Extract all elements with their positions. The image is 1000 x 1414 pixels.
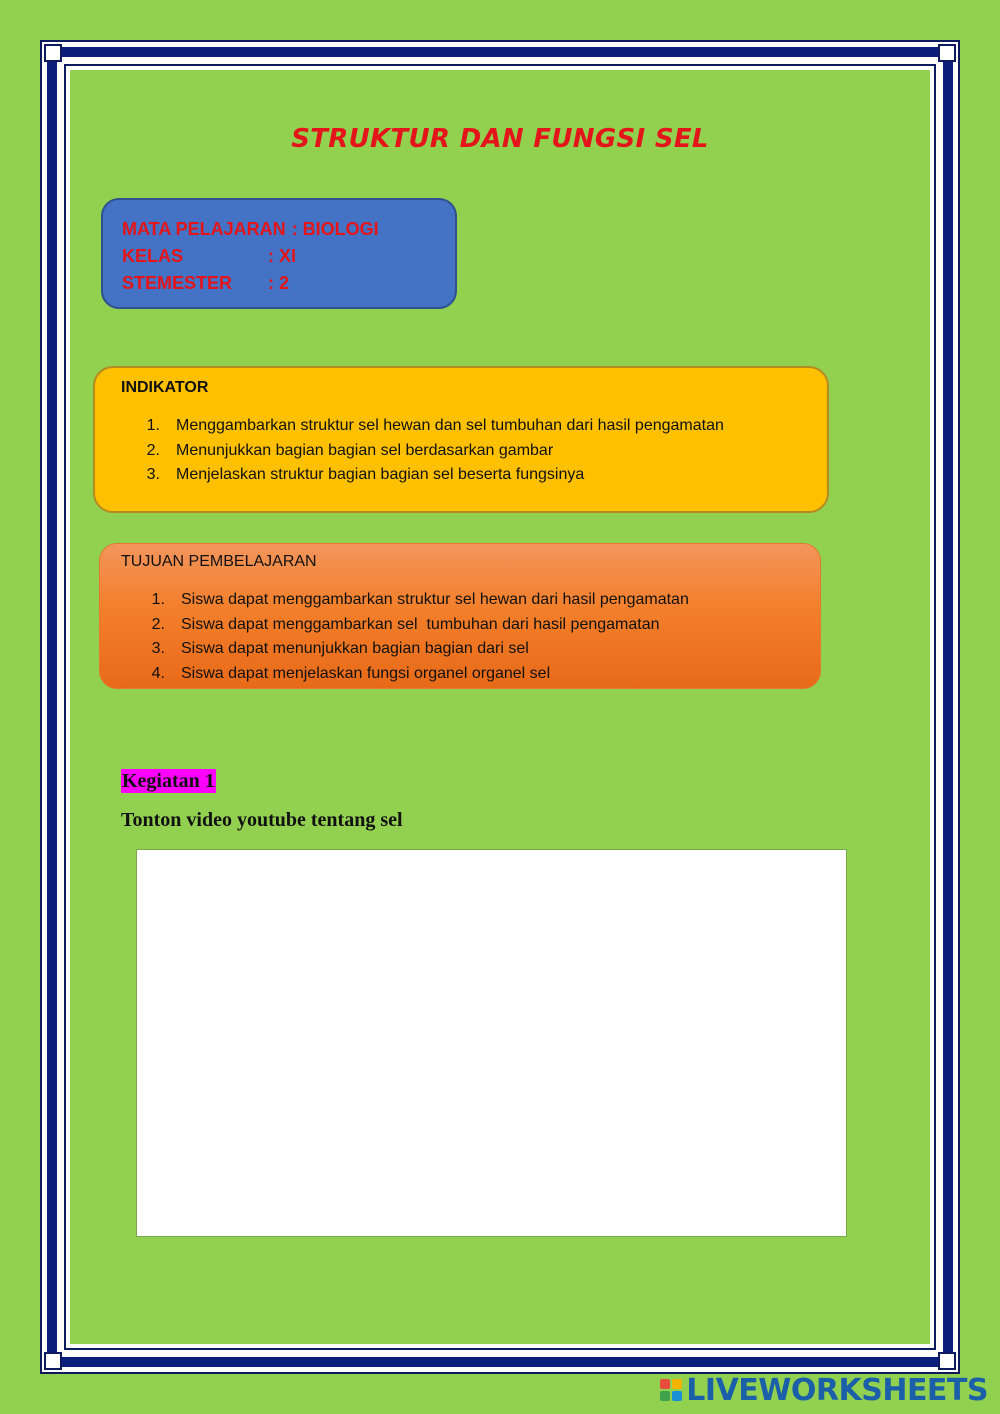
info-row-semester <box>122 270 455 297</box>
list-item <box>121 414 827 439</box>
info-label: STEMESTER <box>122 273 233 293</box>
info-value: : 2 <box>268 273 290 293</box>
info-row-class <box>122 243 455 270</box>
list-item <box>121 588 820 613</box>
list-item-number: 3. <box>146 466 160 483</box>
tujuan-pembelajaran-box <box>99 543 821 689</box>
list-item-text: Siswa dapat menunjukkan bagian bagian dari sel <box>181 640 529 657</box>
info-row-subject <box>122 216 455 243</box>
list-item-text: Siswa dapat menggambarkan sel tumbuhan dari hasil pengamatan <box>181 615 660 633</box>
tujuan-list <box>121 588 820 686</box>
worksheet-title: STRUKTUR DAN FUNGSI SEL <box>291 124 709 154</box>
list-item <box>121 637 820 662</box>
frame-corner-top-left <box>44 44 62 62</box>
list-item-number: 3. <box>151 640 165 657</box>
list-item-text: Siswa dapat menggambarkan struktur sel hewan dari hasil pengamatan <box>181 591 689 608</box>
list-item <box>121 463 827 488</box>
info-value: : XI <box>268 246 297 266</box>
info-label: KELAS <box>122 246 184 266</box>
indikator-box <box>93 366 829 513</box>
info-label: MATA PELAJARAN <box>122 219 286 239</box>
list-item-number: 4. <box>151 664 165 682</box>
list-item-number: 2. <box>151 615 165 633</box>
list-item-text: Menjelaskan struktur bagian bagian sel beserta fungsinya <box>176 466 585 483</box>
activity-label: Kegiatan 1 <box>122 770 215 792</box>
liveworksheets-brand[interactable] <box>660 1373 988 1407</box>
indikator-heading: INDIKATOR <box>121 379 209 396</box>
list-item-text: Menggambarkan struktur sel hewan dan sel tumbuhan dari hasil pengamatan <box>176 417 724 434</box>
list-item-number: 1. <box>151 591 165 608</box>
activity-instruction: Tonton video youtube tentang sel <box>121 809 403 831</box>
frame-corner-top-right <box>938 44 956 62</box>
indikator-list <box>121 414 827 488</box>
video-embed-area[interactable] <box>136 849 847 1237</box>
frame-corner-bottom-right <box>938 1352 956 1370</box>
list-item <box>121 439 827 464</box>
list-item-text: Siswa dapat menjelaskan fungsi organel organel sel <box>181 664 551 682</box>
frame-corner-bottom-left <box>44 1352 62 1370</box>
list-item-number: 2. <box>146 441 160 459</box>
list-item-number: 1. <box>146 417 160 434</box>
liveworksheets-logo-icon <box>660 1379 682 1401</box>
list-item <box>121 662 820 687</box>
subject-info-box <box>101 198 457 309</box>
tujuan-heading: TUJUAN PEMBELAJARAN <box>121 553 317 570</box>
brand-name: LIVEWORKSHEETS <box>686 1372 988 1408</box>
info-value: : BIOLOGI <box>291 219 379 239</box>
list-item-text: Menunjukkan bagian bagian sel berdasarkan gambar <box>176 441 554 459</box>
list-item <box>121 613 820 638</box>
